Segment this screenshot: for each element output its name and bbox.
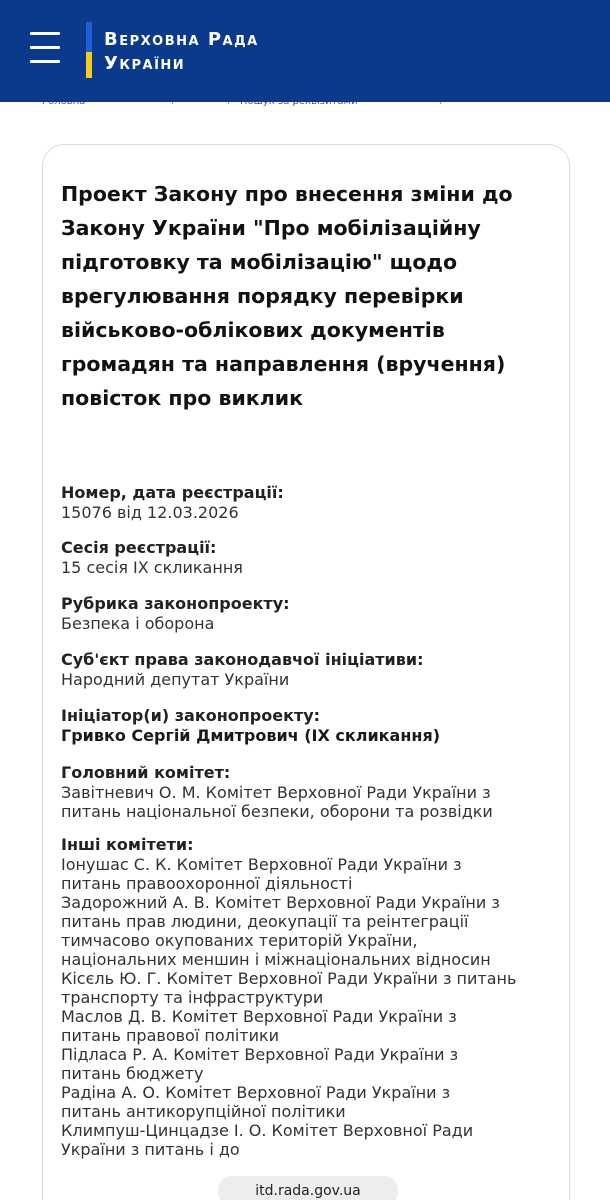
subject-label: Суб'єкт права законодавчої ініціативи:: [61, 650, 424, 669]
session-label: Сесія реєстрації:: [61, 538, 217, 557]
registration-field: [61, 483, 561, 522]
committee-line: питань прав людини, деокупації та реінтеграції: [61, 912, 469, 931]
site-header: [0, 0, 610, 102]
committee-line: національних меншин і міжнаціональних відносин: [61, 950, 491, 969]
initiator-value[interactable]: Гривко Сергій Дмитрович (IX скликання): [61, 726, 441, 745]
main-committee-line: питань національної безпеки, оборони та розвідки: [61, 802, 493, 821]
committee-line: Климпуш-Цинцадзе І. О. Комітет Верховної Ради: [61, 1121, 474, 1140]
main-committee-field: [61, 763, 561, 821]
initiator-label: Ініціатор(и) законопроекту:: [61, 706, 321, 725]
committee-line: України з питань і до: [61, 1140, 240, 1159]
committee-line: Підласа Р. А. Комітет Верховної Ради України з: [61, 1045, 459, 1064]
committee-line: питань бюджету: [61, 1064, 204, 1083]
committee-line: тимчасово окупованих територій України,: [61, 931, 418, 950]
subject-field: [61, 650, 561, 689]
committee-line: Кісєль Ю. Г. Комітет Верховної Ради України з питань: [61, 969, 517, 988]
committee-line: питань правоохоронної діяльності: [61, 874, 353, 893]
registration-label: Номер, дата реєстрації:: [61, 483, 284, 502]
ukraine-flag-icon: [86, 22, 92, 78]
committee-line: Радіна А. О. Комітет Верховної Ради України з: [61, 1083, 451, 1102]
browser-url-bar[interactable]: itd.rada.gov.ua: [218, 1176, 398, 1200]
site-logo[interactable]: [104, 28, 259, 76]
committee-line: питань правової політики: [61, 1026, 280, 1045]
committee-line: Іонушас С. К. Комітет Верховної Ради України з: [61, 855, 462, 874]
bill-title: Проект Закону про внесення зміни до Закону України "Про мобілізаційну підготовку та мобілізацію" щодо врегулювання порядку перевірки військово-облікових документів громадян та направлення (вручення) повісток про виклик: [61, 182, 513, 410]
rubric-field: [61, 594, 561, 633]
committee-line: транспорту та інфраструктури: [61, 988, 324, 1007]
committee-line: Маслов Д. В. Комітет Верховної Ради України з: [61, 1007, 457, 1026]
other-committees-label: Інші комітети:: [61, 835, 194, 854]
main-committee-value: [61, 783, 561, 821]
hamburger-menu-icon[interactable]: [30, 30, 60, 66]
session-value: 15 сесія IX скликання: [61, 558, 243, 577]
registration-value: 15076 від 12.03.2026: [61, 503, 239, 522]
committee-line: Задорожний А. В. Комітет Верховної Ради України з: [61, 893, 500, 912]
rubric-label: Рубрика законопроекту:: [61, 594, 290, 613]
bill-card: [42, 144, 570, 1200]
session-field: [61, 538, 561, 577]
bill-details: [61, 483, 561, 1159]
rubric-value: Безпека і оборона: [61, 614, 215, 633]
other-committees-field: [61, 835, 561, 1159]
main-committee-line: Завітневич О. М. Комітет Верховної Ради України з: [61, 783, 491, 802]
subject-value: Народний депутат України: [61, 670, 290, 689]
logo-line-2: України: [104, 53, 186, 74]
initiator-field: [61, 706, 561, 745]
committee-line: питань антикорупційної політики: [61, 1102, 346, 1121]
logo-line-1: Верховна Рада: [104, 29, 259, 50]
other-committees-value: [61, 855, 561, 1159]
main-committee-label: Головний комітет:: [61, 763, 231, 782]
